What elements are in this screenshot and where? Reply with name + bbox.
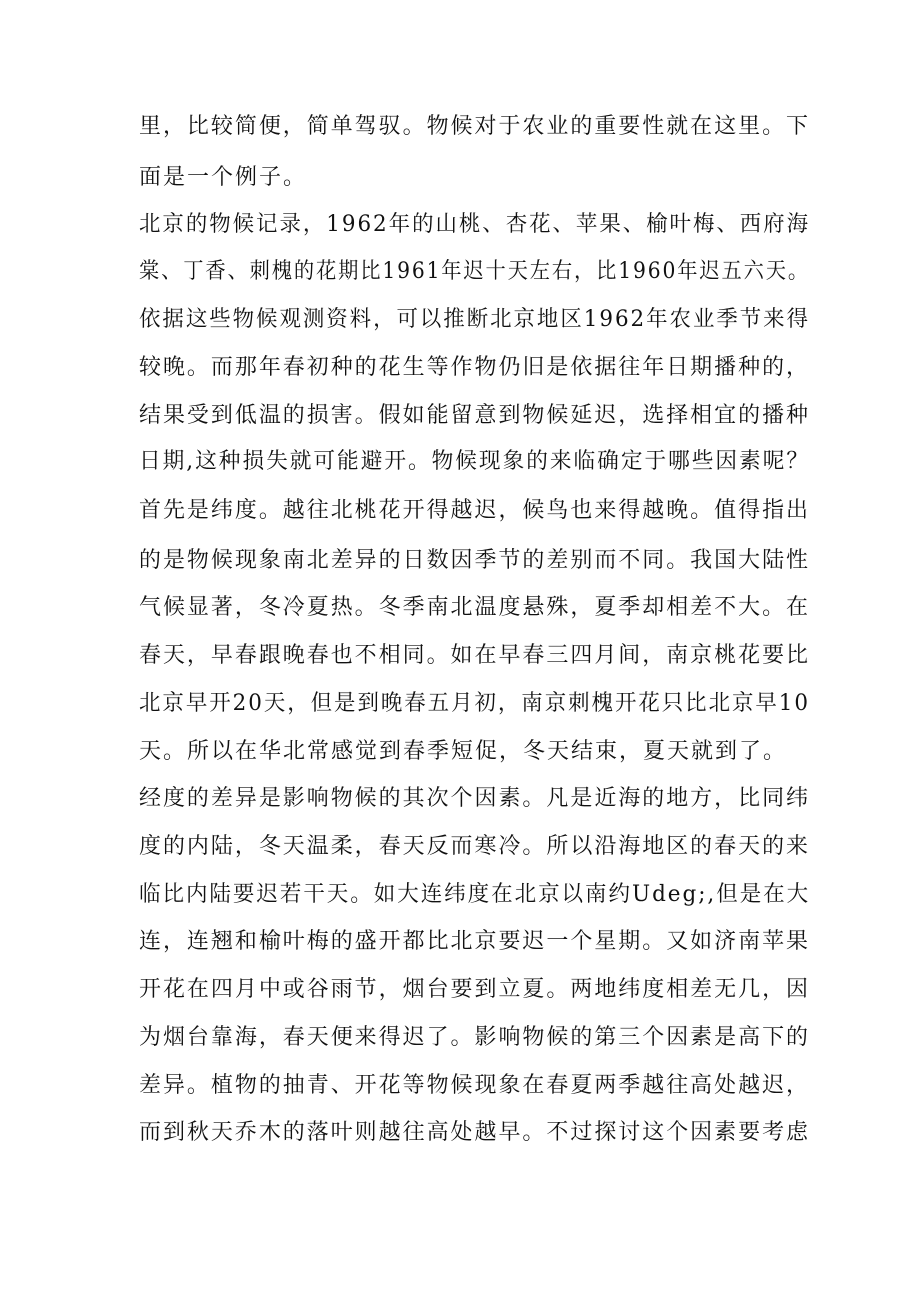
text-line: 里，比较简便，简单驾驭。物候对于农业的重要性就在这里。下 [139, 114, 811, 139]
text-line: 临比内陆要迟若干天。如大连纬度在北京以南约Udeg;,但是在大 [139, 882, 811, 907]
text-line: 连，连翘和榆叶梅的盛开都比北京要迟一个星期。又如济南苹果 [139, 929, 811, 954]
text-line: 日期,这种损失就可能避开。物候现象的来临确定于哪些因素呢？ [139, 449, 810, 474]
text-line: 北京早开20天，但是到晚春五月初，南京刺槐开花只比北京早10 [139, 691, 810, 716]
text-line: 首先是纬度。越往北桃花开得越迟，候鸟也来得越晚。值得指出 [139, 498, 811, 523]
text-line: 面是一个例子。 [139, 165, 308, 190]
text-line: 经度的差异是影响物候的其次个因素。凡是近海的地方，比同纬 [139, 786, 811, 811]
text-line: 天。所以在华北常感觉到春季短促，冬天结束，夏天就到了。 [139, 739, 788, 764]
text-line: 开花在四月中或谷雨节，烟台要到立夏。两地纬度相差无几，因 [139, 977, 811, 1002]
text-line: 依据这些物候观测资料，可以推断北京地区1962年农业季节来得 [139, 307, 810, 332]
text-line: 度的内陆，冬天温柔，春天反而寒冷。所以沿海地区的春天的来 [139, 834, 811, 859]
text-line: 气候显著，冬冷夏热。冬季南北温度悬殊，夏季却相差不大。在 [139, 595, 811, 620]
text-line: 差异。植物的抽青、开花等物候现象在春夏两季越往高处越迟， [139, 1073, 811, 1098]
text-line: 的是物候现象南北差异的日数因季节的差别而不同。我国大陆性 [139, 548, 811, 573]
text-line: 而到秋天乔木的落叶则越往高处越早。不过探讨这个因素要考虑 [139, 1120, 811, 1145]
text-line: 为烟台靠海，春天便来得迟了。影响物候的第三个因素是高下的 [139, 1025, 811, 1050]
text-line: 棠、丁香、刺槐的花期比1961年迟十天左右，比1960年迟五六天。 [139, 259, 810, 284]
text-line: 结果受到低温的损害。假如能留意到物候延迟，选择相宜的播种 [139, 403, 811, 428]
text-line: 较晚。而那年春初种的花生等作物仍旧是依据往年日期播种的， [139, 355, 811, 380]
text-line: 春天，早春跟晚春也不相同。如在早春三四月间，南京桃花要比 [139, 643, 811, 668]
text-line: 北京的物候记录，1962年的山桃、杏花、苹果、榆叶梅、西府海 [139, 212, 810, 237]
